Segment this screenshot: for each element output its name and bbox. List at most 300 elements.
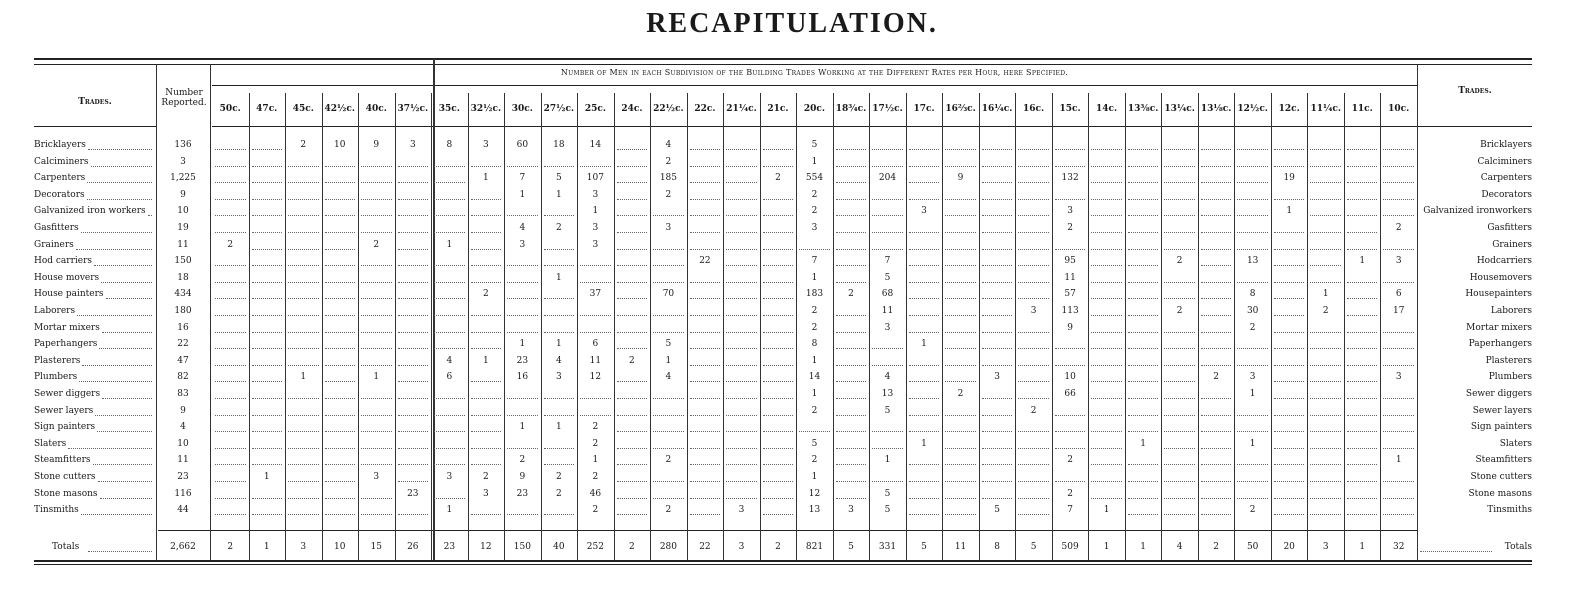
number-reported-value: 150	[174, 256, 192, 267]
leader-dots	[1383, 166, 1414, 167]
leader-dots	[617, 415, 648, 416]
rate-cell-value: 46	[589, 488, 602, 499]
rate-cell-value: 2	[556, 472, 562, 482]
leader-dots	[1274, 415, 1305, 416]
totals-cell-value: 11	[954, 542, 967, 552]
leader-dots	[945, 282, 976, 283]
rate-cell-value: 2	[1176, 306, 1183, 316]
leader-dots	[361, 431, 392, 432]
number-reported-value: 434	[174, 289, 192, 300]
leader-dots	[726, 431, 757, 432]
rate-cell-value: 10	[334, 140, 346, 150]
leader-dots	[1018, 365, 1049, 366]
rate-cell-value: 2	[592, 505, 599, 516]
leader-dots	[1164, 498, 1195, 499]
leader-dots	[1164, 282, 1195, 283]
rate-column-rule	[1271, 93, 1272, 560]
leader-dots	[361, 415, 392, 416]
leader-dots	[1201, 315, 1232, 316]
leader-dots	[763, 415, 794, 416]
rate-header: 12c.	[1278, 104, 1300, 114]
leader-dots	[507, 298, 538, 299]
leader-dots	[1310, 381, 1341, 382]
leader-dots	[763, 199, 794, 200]
leader-dots	[1383, 182, 1414, 183]
leader-dots	[1310, 249, 1341, 250]
leader-dots	[1164, 249, 1195, 250]
leader-dots	[252, 514, 283, 515]
rate-cell-value: 3	[1395, 256, 1402, 267]
totals-cell-value: 3	[738, 542, 745, 552]
rate-cell-value: 554	[805, 173, 824, 184]
leader-dots	[252, 464, 283, 465]
leader-dots	[653, 332, 684, 333]
rate-header: 20c.	[803, 104, 826, 114]
rate-column-rule	[285, 93, 286, 560]
number-reported-value: 83	[177, 389, 189, 399]
leader-dots	[945, 498, 976, 499]
leader-dots	[325, 166, 356, 167]
leader-dots	[434, 498, 465, 499]
leader-dots	[325, 415, 356, 416]
trade-name-right: Hodcarriers	[1476, 256, 1532, 267]
rate-column-rule	[1344, 93, 1345, 560]
leader-dots	[872, 232, 903, 233]
leader-dots	[763, 265, 794, 266]
rate-cell-value: 3	[592, 189, 599, 200]
trade-name-right: Housepainters	[1465, 289, 1532, 300]
rate-header: 21c.	[767, 104, 789, 114]
leader-dots	[361, 298, 392, 299]
rate-cell-value: 2	[556, 223, 562, 233]
rate-cell-value: 3	[738, 505, 745, 516]
leader-dots	[836, 498, 867, 499]
leader-dots	[1347, 481, 1378, 482]
rate-cell-value: 17	[1393, 306, 1405, 316]
rate-cell-value: 3	[665, 223, 672, 233]
totals-cell-value: 4	[1176, 542, 1183, 552]
leader-dots	[252, 249, 283, 250]
leader-dots	[1164, 365, 1195, 366]
totals-cell-value: 2	[775, 542, 781, 552]
leader-dots	[690, 332, 721, 333]
leader-dots	[1310, 348, 1341, 349]
rate-cell-value: 5	[884, 488, 891, 499]
rate-header: 16⅔c.	[945, 104, 976, 114]
leader-dots	[507, 448, 538, 449]
trade-name-right: Plasterers	[1485, 355, 1532, 366]
leader-dots	[1091, 166, 1122, 167]
leader-dots	[1201, 365, 1232, 366]
rate-cell-value: 2	[1249, 322, 1256, 333]
leader-dots	[252, 398, 283, 399]
leader-dots	[325, 514, 356, 515]
leader-dots	[1018, 249, 1049, 250]
leader-dots	[215, 398, 246, 399]
leader-dots	[1091, 481, 1122, 482]
rate-cell-value: 1	[300, 372, 307, 383]
leader-dots	[288, 431, 319, 432]
leader-dots	[1310, 481, 1341, 482]
leader-dots	[1164, 166, 1195, 167]
leader-dots	[1201, 199, 1232, 200]
rate-cell-value: 11	[1064, 272, 1076, 283]
leader-dots	[653, 265, 684, 266]
leader-dots	[507, 398, 538, 399]
leader-dots	[434, 315, 465, 316]
number-reported-value: 47	[177, 355, 189, 366]
rate-cell-value: 1	[446, 239, 453, 250]
leader-dots	[580, 282, 611, 283]
rate-cell-value: 1	[482, 355, 489, 366]
leader-dots	[507, 282, 538, 283]
rate-cell-value: 19	[1283, 173, 1295, 184]
leader-dots	[1347, 381, 1378, 382]
leader-dots	[215, 315, 246, 316]
leader-dots	[361, 332, 392, 333]
leader-dots	[690, 498, 721, 499]
number-reported-header: Number Reported.	[161, 88, 207, 108]
rate-header: 42½c.	[324, 104, 356, 114]
leader-dots	[982, 199, 1013, 200]
leader-dots	[215, 448, 246, 449]
leader-dots	[653, 481, 684, 482]
leader-dots	[1018, 398, 1049, 399]
leader-dots	[1201, 514, 1232, 515]
leader-dots	[1164, 431, 1195, 432]
rate-cell-value: 30	[1246, 306, 1259, 316]
leader-dots	[1310, 232, 1341, 233]
totals-cell-value: 1	[1140, 542, 1146, 552]
leader-dots	[909, 431, 940, 432]
leader-dots	[1383, 498, 1414, 499]
leader-dots	[909, 298, 940, 299]
leader-dots	[836, 398, 867, 399]
leader-dots	[471, 265, 502, 266]
leader-dots	[1164, 448, 1195, 449]
leader-dots	[101, 282, 152, 283]
leader-dots	[1310, 448, 1341, 449]
leader-dots	[471, 514, 502, 515]
leader-dots	[398, 298, 429, 299]
leader-dots	[1018, 431, 1049, 432]
rate-cell-value: 2	[848, 289, 854, 300]
number-reported-value: 18	[177, 272, 189, 283]
rate-cell-value: 1	[592, 455, 599, 466]
leader-dots	[1164, 232, 1195, 233]
leader-dots	[361, 348, 392, 349]
rate-cell-value: 2	[1176, 256, 1183, 267]
rate-cell-value: 3	[592, 223, 599, 233]
leader-dots	[434, 348, 465, 349]
leader-dots	[1018, 481, 1049, 482]
leader-dots	[1128, 348, 1159, 349]
trade-name-right: Sign painters	[1470, 422, 1532, 433]
trade-name-right: Sewer layers	[1472, 405, 1532, 416]
leader-dots	[1347, 298, 1378, 299]
leader-dots	[1274, 365, 1305, 366]
leader-dots	[690, 464, 721, 465]
leader-dots	[288, 332, 319, 333]
leader-dots	[1018, 514, 1049, 515]
leader-dots	[1347, 149, 1378, 150]
rate-column-rule	[760, 93, 761, 560]
leader-dots	[1201, 348, 1232, 349]
rate-cell-value: 60	[516, 140, 529, 150]
leader-dots	[690, 398, 721, 399]
trade-name-right: Grainers	[1492, 239, 1532, 250]
rate-header: 18¾c.	[835, 104, 867, 114]
leader-dots	[617, 166, 648, 167]
rate-cell-value: 5	[884, 272, 891, 283]
leader-dots	[1128, 282, 1159, 283]
leader-dots	[1128, 498, 1159, 499]
leader-dots	[106, 298, 152, 299]
rate-cell-value: 2	[1395, 223, 1402, 233]
leader-dots	[325, 199, 356, 200]
rate-cell-value: 1	[263, 472, 270, 482]
leader-dots	[909, 149, 940, 150]
leader-dots	[1128, 315, 1159, 316]
leader-dots	[1128, 265, 1159, 266]
leader-dots	[471, 249, 502, 250]
top-rule-thin	[34, 64, 1532, 65]
leader-dots	[982, 265, 1013, 266]
rate-cell-value: 9	[957, 173, 964, 184]
leader-dots	[1274, 232, 1305, 233]
rate-column-rule	[614, 93, 615, 560]
rate-cell-value: 2	[482, 289, 489, 300]
leader-dots	[361, 215, 392, 216]
leader-dots	[215, 149, 246, 150]
leader-dots	[690, 282, 721, 283]
rate-cell-value: 3	[373, 472, 380, 482]
leader-dots	[1274, 315, 1305, 316]
leader-dots	[1383, 249, 1414, 250]
trades-right-header: Trades.	[1458, 86, 1492, 96]
leader-dots	[1310, 415, 1341, 416]
leader-dots	[398, 199, 429, 200]
bottom-rule-thin	[34, 564, 1532, 565]
rate-cell-value: 2	[665, 505, 672, 516]
leader-dots	[434, 282, 465, 283]
leader-dots	[471, 215, 502, 216]
rate-cell-value: 7	[884, 256, 891, 267]
leader-dots	[252, 282, 283, 283]
leader-dots	[690, 481, 721, 482]
leader-dots	[1310, 398, 1341, 399]
leader-dots	[945, 215, 976, 216]
leader-dots	[726, 332, 757, 333]
leader-dots	[1055, 431, 1086, 432]
leader-dots	[1310, 514, 1341, 515]
trade-name: Sewer diggers	[34, 389, 101, 399]
rate-header: 15c.	[1059, 104, 1081, 114]
leader-dots	[471, 448, 502, 449]
number-reported-value: 16	[177, 322, 189, 333]
rate-cell-value: 7	[811, 256, 818, 267]
leader-dots	[1237, 149, 1268, 150]
rate-cell-value: 14	[589, 140, 602, 150]
leader-dots	[909, 398, 940, 399]
leader-dots	[544, 448, 575, 449]
rate-cell-value: 3	[921, 206, 927, 217]
leader-dots	[982, 332, 1013, 333]
leader-dots	[1018, 332, 1049, 333]
leader-dots	[434, 431, 465, 432]
rate-header: 11¼c.	[1310, 104, 1341, 114]
leader-dots	[1383, 282, 1414, 283]
leader-dots	[471, 199, 502, 200]
rate-cell-value: 9	[1067, 322, 1073, 333]
rate-cell-value: 5	[556, 173, 562, 184]
leader-dots	[471, 282, 502, 283]
rate-cell-value: 4	[556, 355, 562, 366]
leader-dots	[398, 249, 429, 250]
leader-dots	[398, 481, 429, 482]
totals-cell-value: 10	[334, 542, 346, 552]
rate-cell-value: 8	[446, 140, 453, 150]
rate-cell-value: 1	[921, 339, 927, 350]
leader-dots	[690, 298, 721, 299]
leader-dots	[617, 199, 648, 200]
rate-cell-value: 68	[881, 289, 894, 300]
rate-header: 13⅛c.	[1200, 104, 1232, 114]
rate-cell-value: 1	[1140, 438, 1146, 449]
leader-dots	[763, 348, 794, 349]
rate-cell-value: 2	[1249, 505, 1256, 516]
leader-dots	[288, 348, 319, 349]
leader-dots	[690, 365, 721, 366]
leader-dots	[325, 298, 356, 299]
rate-header: 40c.	[365, 104, 387, 114]
leader-dots	[215, 199, 246, 200]
leader-dots	[763, 215, 794, 216]
leader-dots	[325, 249, 356, 250]
leader-dots	[471, 464, 502, 465]
leader-dots	[361, 232, 392, 233]
leader-dots	[1164, 415, 1195, 416]
rate-header: 16¼c.	[981, 104, 1013, 114]
rate-cell-value: 7	[519, 173, 526, 184]
leader-dots	[1383, 332, 1414, 333]
leader-dots	[544, 514, 575, 515]
leader-dots	[836, 448, 867, 449]
leader-dots	[945, 365, 976, 366]
totals-cell-value: 5	[1030, 542, 1037, 552]
totals-cell-value: 26	[407, 542, 419, 552]
leader-dots	[617, 232, 648, 233]
trade-name: Stone cutters	[34, 472, 96, 482]
trade-name-right: Calciminers	[1477, 156, 1532, 167]
leader-dots	[288, 265, 319, 266]
leader-dots	[945, 348, 976, 349]
leader-dots	[836, 431, 867, 432]
leader-dots	[471, 415, 502, 416]
totals-reported: 2,662	[170, 542, 196, 552]
leader-dots	[617, 348, 648, 349]
rate-cell-value: 1	[556, 339, 562, 350]
leader-dots	[1237, 498, 1268, 499]
leader-dots	[398, 315, 429, 316]
rate-column-rule	[1198, 93, 1199, 560]
rate-cell-value: 5	[665, 339, 672, 350]
rate-cell-value: 132	[1061, 173, 1079, 184]
leader-dots	[726, 166, 757, 167]
rate-cell-value: 3	[1249, 372, 1256, 383]
leader-dots	[1310, 265, 1341, 266]
trades-column-rule	[156, 64, 157, 560]
rate-cell-value: 2	[482, 472, 489, 482]
totals-cell-value: 331	[878, 542, 897, 552]
leader-dots	[288, 282, 319, 283]
number-reported-value: 9	[180, 189, 186, 200]
leader-dots	[1347, 415, 1378, 416]
leader-dots	[909, 381, 940, 382]
rate-header: 30c.	[511, 104, 533, 114]
leader-dots	[909, 199, 940, 200]
leader-dots	[252, 365, 283, 366]
leader-dots	[580, 315, 611, 316]
leader-dots	[325, 215, 356, 216]
leader-dots	[1091, 298, 1122, 299]
leader-dots	[325, 265, 356, 266]
leader-dots	[982, 464, 1013, 465]
leader-dots	[1128, 431, 1159, 432]
leader-dots	[1237, 182, 1268, 183]
leader-dots	[617, 431, 648, 432]
rate-header: 22c.	[694, 104, 716, 114]
leader-dots	[1055, 365, 1086, 366]
rate-header: 12½c.	[1237, 104, 1268, 114]
leader-dots	[507, 265, 538, 266]
rate-column-rule	[833, 93, 834, 560]
rate-cell-value: 37	[589, 289, 602, 300]
rate-header: 50c.	[219, 104, 241, 114]
leader-dots	[288, 232, 319, 233]
leader-dots	[1237, 232, 1268, 233]
leader-dots	[909, 415, 940, 416]
leader-dots	[1347, 431, 1378, 432]
rate-cell-value: 183	[805, 289, 824, 300]
rate-header: 24c.	[621, 104, 643, 114]
leader-dots	[325, 481, 356, 482]
totals-cell-value: 8	[994, 542, 1000, 552]
leader-dots	[1274, 464, 1305, 465]
leader-dots	[726, 249, 757, 250]
leader-dots	[507, 514, 538, 515]
leader-dots	[836, 464, 867, 465]
rate-cell-value: 3	[482, 140, 489, 150]
leader-dots	[1237, 348, 1268, 349]
leader-dots	[1347, 166, 1378, 167]
leader-dots	[1201, 249, 1232, 250]
leader-dots	[471, 381, 502, 382]
rate-cell-value: 1	[1395, 455, 1402, 466]
trade-name-right: Mortar mixers	[1466, 322, 1532, 333]
leader-dots	[836, 265, 867, 266]
leader-dots	[1347, 514, 1378, 515]
leader-dots	[1055, 149, 1086, 150]
leader-dots	[982, 298, 1013, 299]
rate-cell-value: 1	[556, 422, 562, 433]
totals-cell-value: 40	[553, 542, 565, 552]
leader-dots	[361, 448, 392, 449]
leader-dots	[1201, 298, 1232, 299]
leader-dots	[215, 282, 246, 283]
leader-dots	[1347, 464, 1378, 465]
leader-dots	[1018, 464, 1049, 465]
